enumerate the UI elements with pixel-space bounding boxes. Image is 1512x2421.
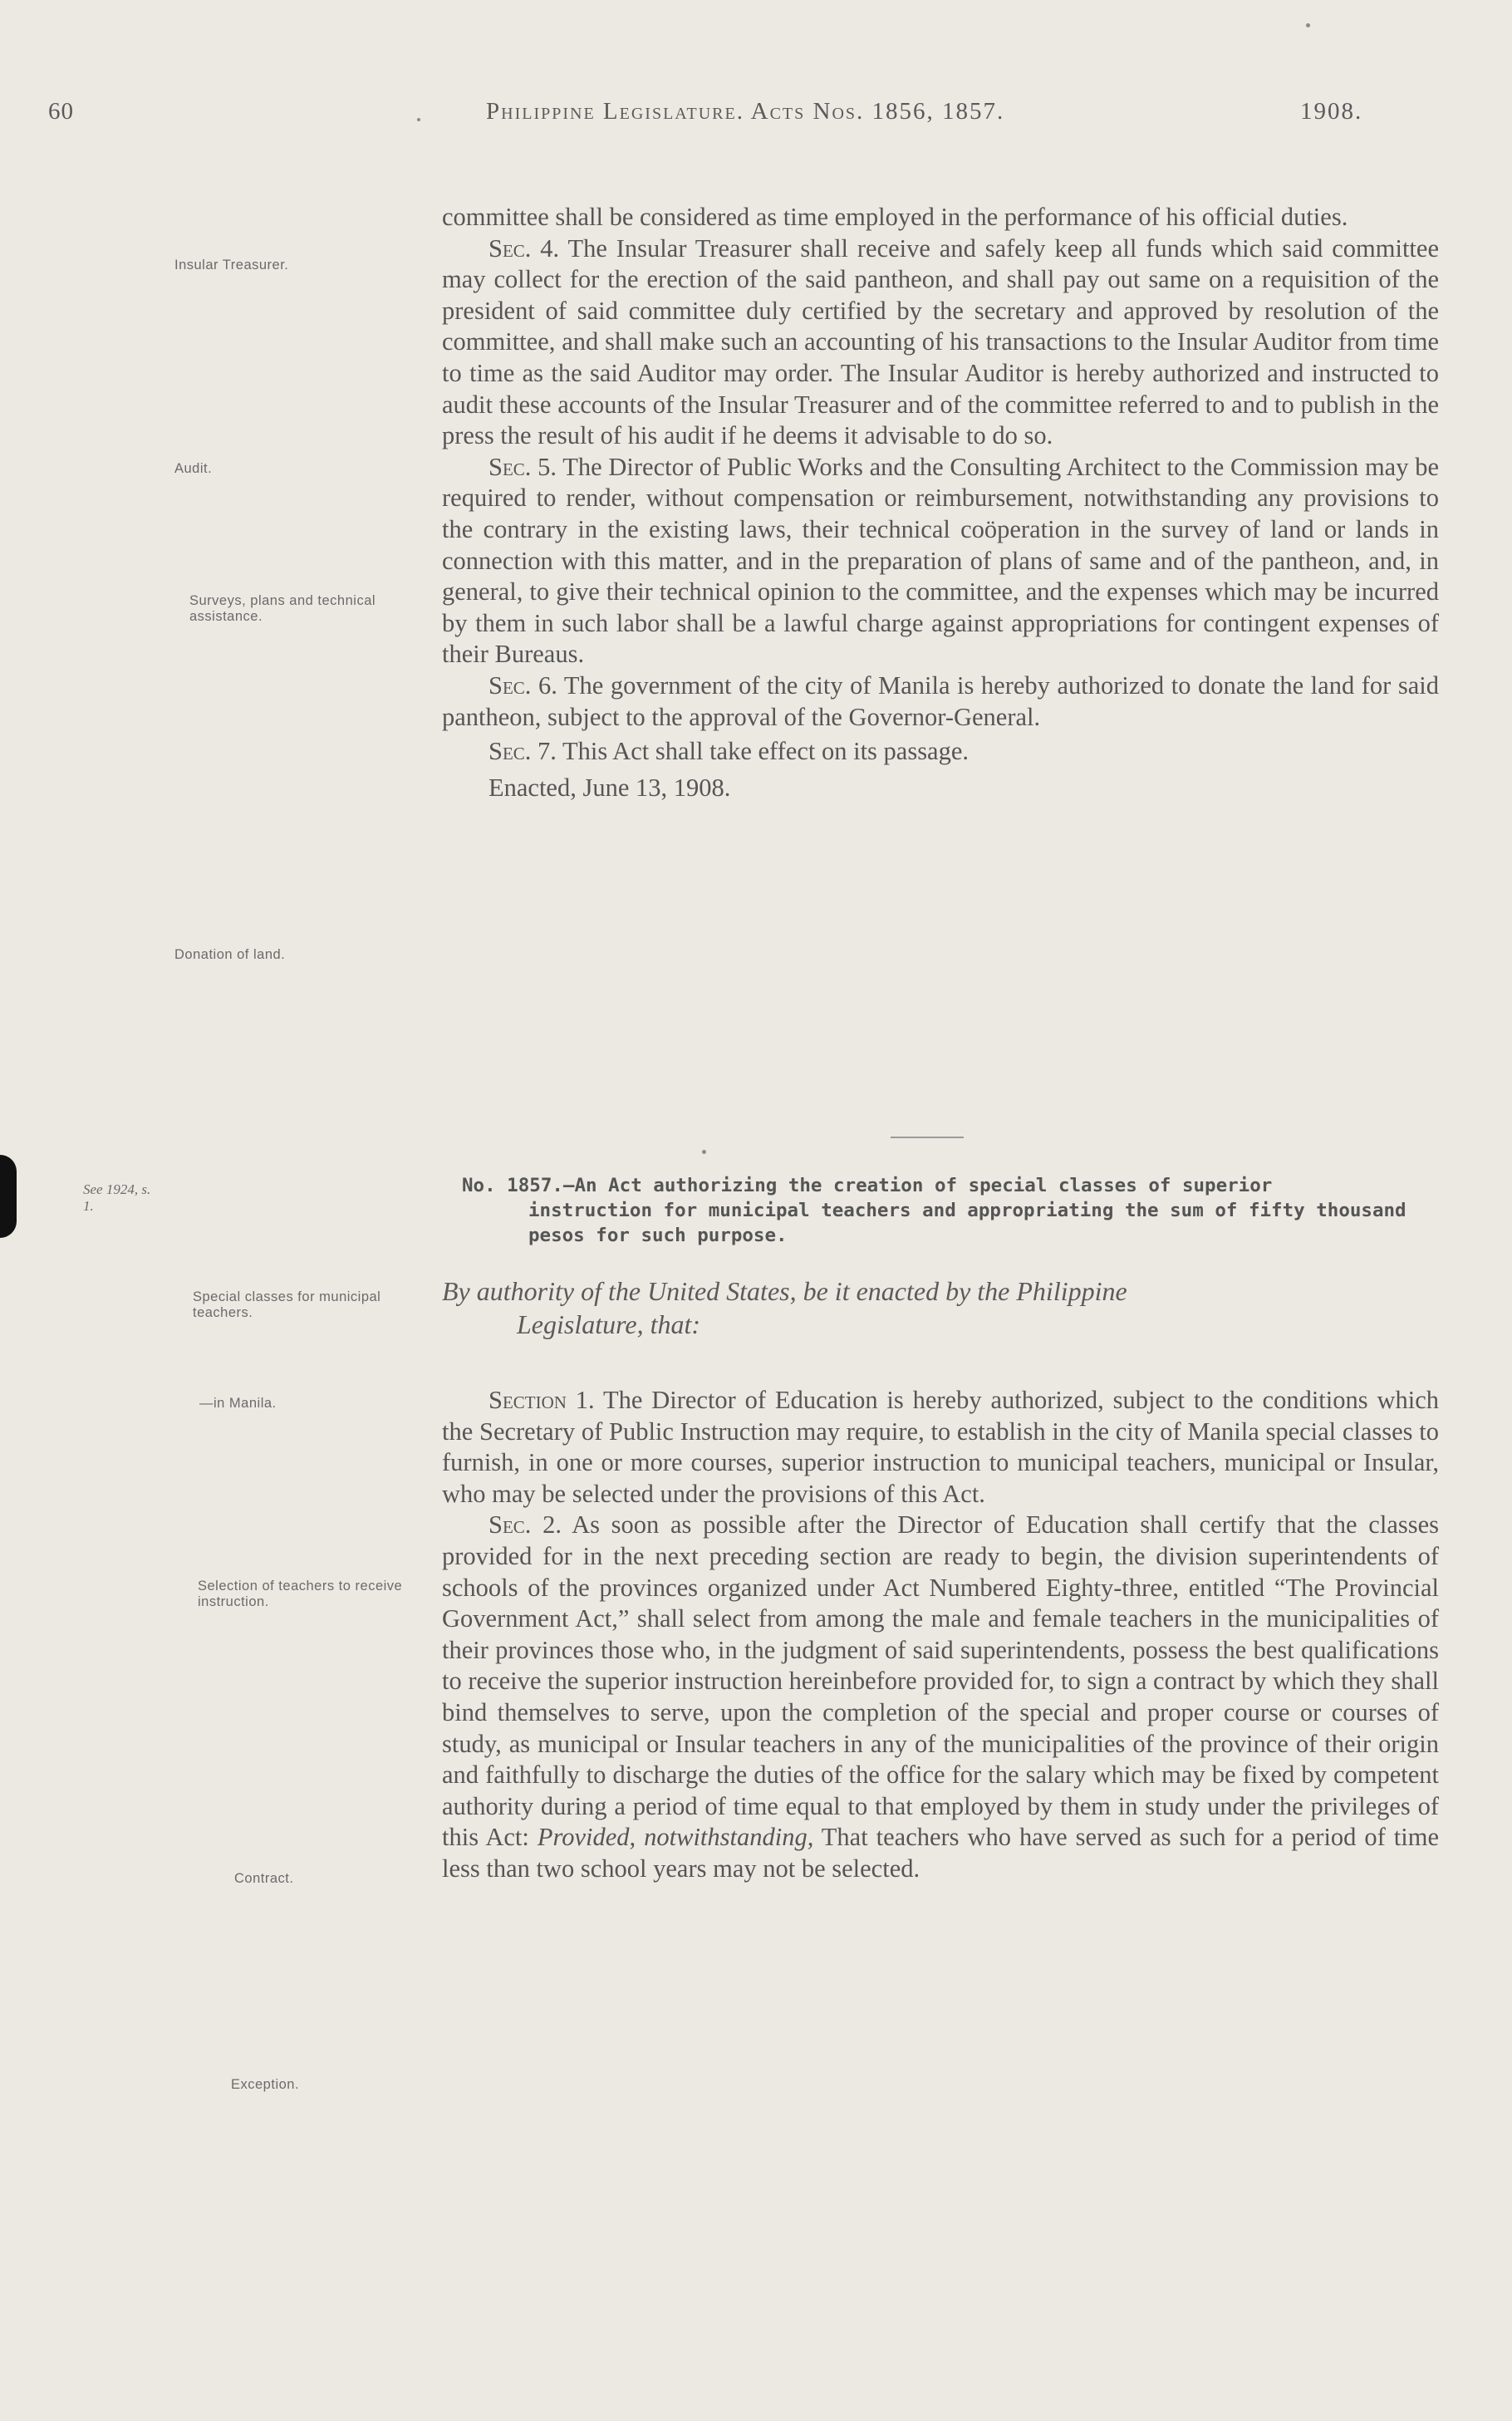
speck (417, 118, 420, 121)
proviso: Provided, notwithstanding, (537, 1823, 814, 1852)
section-label: Sec. 2. (488, 1510, 562, 1540)
paragraph: committee shall be considered as time employed in the performance of his official duties. (442, 203, 1348, 231)
act-1857-title: No. 1857.—An Act authorizing the creation of special classes of superior instruction for municipal teachers and appropriating the sum of fifty thousand pesos for such purpose. (462, 1175, 1406, 1246)
section-label: Sec. 4. (488, 233, 560, 263)
enacting-clause: By authority of the United States, be it enacted by the Philippine Legislature, that: (442, 1276, 1127, 1339)
margin-note-insular-treasurer: Insular Treasurer. (174, 258, 289, 273)
section-label: Section 1. (488, 1386, 595, 1414)
page-number: 60 (48, 98, 74, 125)
margin-note-contract: Contract. (234, 1871, 294, 1886)
section-6: Sec. 6. The government of the city of Manila is hereby authorized to donate the land for said pantheon, subject to the approval of the Governor-General. (442, 670, 1439, 731)
speck (702, 1150, 706, 1154)
act-1857-text (442, 1385, 1439, 1885)
running-head: Philippine Legislature. Acts Nos. 1856, 1857. (486, 98, 1005, 125)
section-2: Sec. 2. As soon as possible after the Director of Education shall certify that the classes provided for in the next preceding section are ready to begin, the division superintendents of schools of the provinces organized under Act Numbered Eighty-three, entitled “The Provincial Government Act,” shall select from among the male and female teachers in the municipalities of their provinces those who, in the judgment of said superintendents, possess the best qualifications to receive the superior instruction hereinbefore provided for, to sign a contract by which they shall bind themselves to serve, upon the completion of the special and proper course or courses of study, as municipal or Insular teachers in any of the municipalities of the province of their origin and faithfully to discharge the duties of the office for the salary which may be fixed by competent authority during a period of time equal to that employed by them in study under the privileges of this Act: Provided, notwithstanding, That teachers who have served as such for a period of time less than two school years may not be selected. (442, 1510, 1439, 1883)
act-1856-text (442, 202, 1439, 803)
section-label: Sec. 7. (488, 737, 557, 766)
margin-note-surveys: Surveys, plans and technical assistance. (189, 593, 376, 624)
enacted-date: Enacted, June 13, 1908. (488, 773, 731, 802)
margin-note-donation: Donation of land. (174, 947, 286, 962)
section-1: Section 1. The Director of Education is hereby authorized, subject to the conditions which the Secretary of Public Instruction may require, to establish in the city of Manila special classes to furnish, in one or more courses, superior instruction to municipal teachers, municipal or Insular, who may be selected under the provisions of this Act. (442, 1386, 1439, 1508)
section-7: Sec. 7. This Act shall take effect on its passage. (488, 737, 970, 766)
speck (1306, 23, 1310, 27)
section-label: Sec. 5. (488, 452, 557, 481)
section-label: Sec. 6. (488, 670, 557, 700)
margin-note-in-manila: —in Manila. (199, 1396, 277, 1411)
section-4: Sec. 4. The Insular Treasurer shall receive and safely keep all funds which said committee may collect for the erection of the said pantheon, and shall pay out same on a requisition of the president of said committee duly certified by the secretary and approved by resolution of the committee, and shall make such an accounting of his transactions to the Insular Auditor from time to time as the said Auditor may order. The Insular Auditor is hereby authorized and instructed to audit these accounts of the Insular Treasurer and of the committee referred to and to publish in the press the result of his audit if he deems it advisable to do so. (442, 233, 1439, 450)
margin-reference: See 1924, s. 1. (83, 1181, 151, 1214)
margin-note-audit: Audit. (174, 461, 213, 476)
binding-edge (0, 1155, 17, 1238)
section-5: Sec. 5. The Director of Public Works and the Consulting Architect to the Commission may be required to render, without compensation or reimbursement, notwithstanding any provisions to the contrary in the existing laws, their technical coöperation in the survey of land or lands in connection with this matter, and in the preparation of plans of same and of the pantheon, and, in general, to give their technical opinion to the committee, and the expenses which may be incurred by them in such labor shall be a lawful charge against appropriations for contingent expenses of their Bureaus. (442, 452, 1439, 669)
margin-note-selection: Selection of teachers to receive instruction. (198, 1579, 403, 1609)
section-divider (891, 1137, 964, 1138)
margin-note-exception: Exception. (231, 2077, 300, 2092)
margin-note-special-classes: Special classes for municipal teachers. (193, 1289, 381, 1320)
running-head-year: 1908. (1300, 98, 1363, 125)
